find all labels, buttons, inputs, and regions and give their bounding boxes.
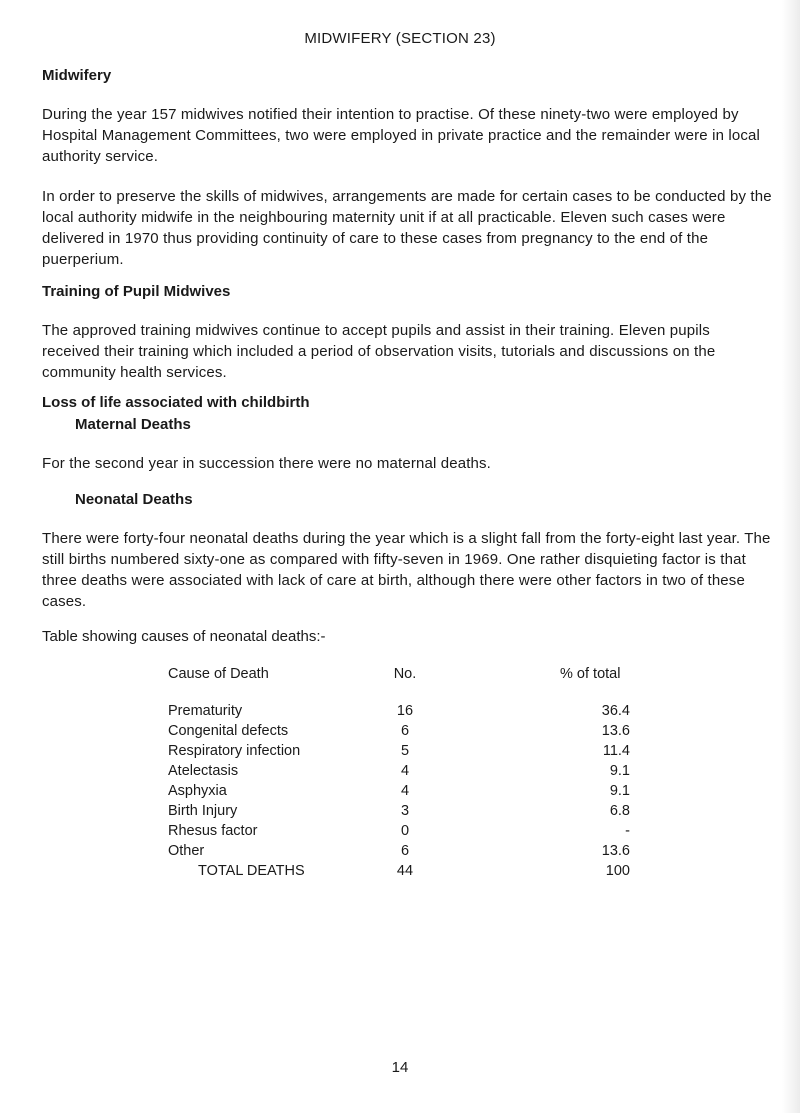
row-cause: Prematurity xyxy=(168,703,243,719)
section-title: MIDWIFERY (SECTION 23) xyxy=(304,30,496,47)
row-number: 6 xyxy=(400,723,410,739)
row-percent: 9.1 xyxy=(609,783,630,799)
paragraph-skills: In order to preserve the skills of midwives, arrangements are made for certain cases to be conducted by the local authority midwife in the neighbouring maternity unit if at all practicable. Eleven such cases were delivered in 1970 thus providing continuity of care to these cases from pregnancy to the end of the puerperium. xyxy=(42,188,772,268)
total-number: 44 xyxy=(396,863,414,879)
header-number: No. xyxy=(393,666,417,682)
row-percent: 6.8 xyxy=(609,803,630,819)
row-number: 16 xyxy=(396,703,414,719)
row-cause: Atelectasis xyxy=(168,763,239,779)
row-percent: 9.1 xyxy=(609,763,630,779)
paragraph-notifications: During the year 157 midwives notified their intention to practise. Of these ninety-two were employed by Hospital Management Committees, two were employed in private practice and the remainder were in local authority service. xyxy=(42,106,760,165)
paragraph-training: The approved training midwives continue to accept pupils and assist in their training. Eleven pupils received their training which included a period of observation visits, tutorials and discussions on the community health services. xyxy=(42,322,716,381)
total-percent: 100 xyxy=(605,863,630,879)
row-number: 5 xyxy=(400,743,410,759)
row-cause: Congenital defects xyxy=(168,723,289,739)
row-cause: Respiratory infection xyxy=(168,743,301,759)
heading-loss-of-life: Loss of life associated with childbirth xyxy=(42,394,310,411)
header-cause: Cause of Death xyxy=(168,666,269,682)
row-percent: 11.4 xyxy=(602,743,630,759)
row-number: 6 xyxy=(400,843,410,859)
row-percent: 13.6 xyxy=(601,843,630,859)
paragraph-maternal: For the second year in succession there were no maternal deaths. xyxy=(42,455,492,472)
row-percent: 36.4 xyxy=(601,703,630,719)
heading-training: Training of Pupil Midwives xyxy=(42,283,231,300)
row-percent: 13.6 xyxy=(601,723,630,739)
row-cause: Asphyxia xyxy=(168,783,227,799)
row-number: 4 xyxy=(400,783,410,799)
table-caption: Table showing causes of neonatal deaths:- xyxy=(42,628,326,645)
heading-neonatal-deaths: Neonatal Deaths xyxy=(75,491,193,508)
heading-maternal-deaths: Maternal Deaths xyxy=(75,416,191,433)
page-edge-shadow xyxy=(782,0,800,1113)
row-percent: - xyxy=(625,823,630,839)
page-number: 14 xyxy=(391,1059,409,1076)
row-number: 3 xyxy=(400,803,410,819)
total-label: TOTAL DEATHS xyxy=(198,863,305,879)
row-number: 0 xyxy=(400,823,410,839)
row-cause: Birth Injury xyxy=(168,803,238,819)
header-percent: % of total xyxy=(560,666,621,682)
row-cause: Other xyxy=(168,843,205,859)
heading-midwifery: Midwifery xyxy=(42,67,112,84)
row-cause: Rhesus factor xyxy=(168,823,258,839)
row-number: 4 xyxy=(400,763,410,779)
paragraph-neonatal: There were forty-four neonatal deaths during the year which is a slight fall from the forty-eight last year. The still births numbered sixty-one as compared with fifty-seven in 1969. One rather disquieting factor is that three deaths were associated with lack of care at birth, although there were other factors in two of these cases. xyxy=(42,530,771,610)
